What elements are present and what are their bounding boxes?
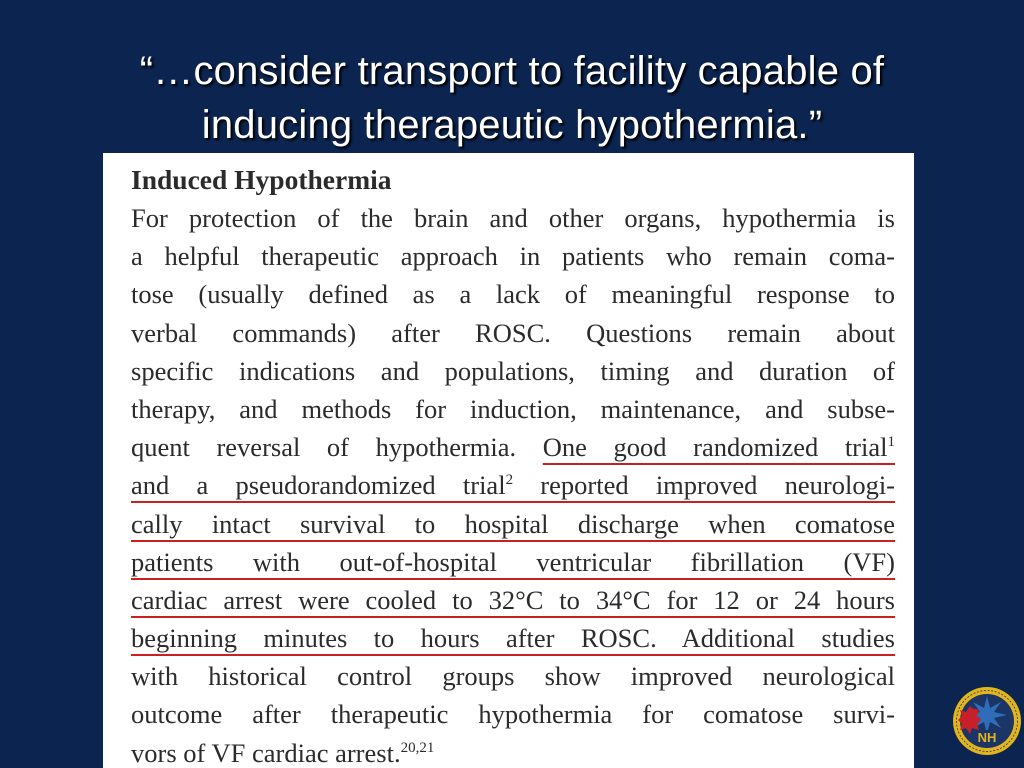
- article-line-text: specific indications and populations, timing and duration of: [131, 355, 895, 386]
- article-line-11: [131, 581, 895, 619]
- highlighted-text-content: and a pseudorandomized trial: [131, 470, 506, 501]
- citation-superscript: 20,21: [400, 739, 435, 756]
- seal-graphic: [952, 686, 1022, 756]
- article-line-4: [131, 314, 895, 352]
- article-heading: Induced Hypothermia: [131, 164, 392, 195]
- article-line-text: quent reversal of hypothermia.: [131, 432, 543, 463]
- highlighted-text: [131, 470, 895, 500]
- citation-superscript: 1: [887, 434, 895, 451]
- seal-initials: NH: [977, 730, 997, 745]
- article-line-9: [131, 505, 895, 543]
- article-line-text: a helpful therapeutic approach in patients who remain coma-: [131, 241, 895, 272]
- article-body: [131, 199, 895, 768]
- highlighted-text-content: reported improved neurologi-: [513, 470, 895, 501]
- article-line-text: For protection of the brain and other organs, hypothermia is: [131, 203, 895, 233]
- highlighted-text: patients with out-of-hospital ventricular fibrillation (VF): [131, 546, 895, 577]
- nh-fire-standards-ems-seal-icon: [952, 686, 1022, 756]
- highlighted-text: cally intact survival to hospital discharge when comatose: [131, 508, 895, 539]
- article-line-12: [131, 619, 895, 657]
- citation-superscript: 2: [505, 472, 514, 489]
- article-line-6: [131, 390, 895, 428]
- highlighted-text: cardiac arrest were cooled to 32°C to 34°C for 12 or 24 hours: [131, 584, 895, 615]
- article-line-2: [131, 237, 895, 275]
- article-line-1: [131, 199, 895, 237]
- slide-title-line-2: inducing therapeutic hypothermia.”: [201, 103, 823, 147]
- article-line-text: outcome after therapeutic hypothermia for comatose survi-: [131, 699, 895, 730]
- article-line-text: therapy, and methods for induction, maintenance, and subse-: [131, 393, 895, 424]
- article-line-text: tose (usually defined as a lack of meaningful response to: [131, 279, 895, 310]
- article-line-text: with historical control groups show improved neurological: [131, 661, 895, 692]
- slide-title: [40, 44, 984, 152]
- highlighted-text-content: One good randomized trial: [542, 432, 888, 463]
- article-line-5: [131, 352, 895, 390]
- article-line-10: [131, 543, 895, 581]
- article-line-text: vors of VF cardiac arrest.: [131, 737, 401, 768]
- article-line-8: [131, 466, 895, 504]
- slide-title-line-1: “…consider transport to facility capable of: [139, 49, 885, 93]
- highlighted-text: beginning minutes to hours after ROSC. Additional studies: [131, 623, 895, 654]
- article-line-14: [131, 695, 895, 733]
- article-excerpt-panel: [103, 153, 914, 768]
- article-line-7: [131, 428, 895, 466]
- article-line-13: [131, 657, 895, 695]
- highlighted-text: [543, 432, 895, 462]
- article-line-text: verbal commands) after ROSC. Questions remain about: [131, 317, 895, 348]
- article-line-3: [131, 275, 895, 313]
- article-line-15: [131, 734, 895, 768]
